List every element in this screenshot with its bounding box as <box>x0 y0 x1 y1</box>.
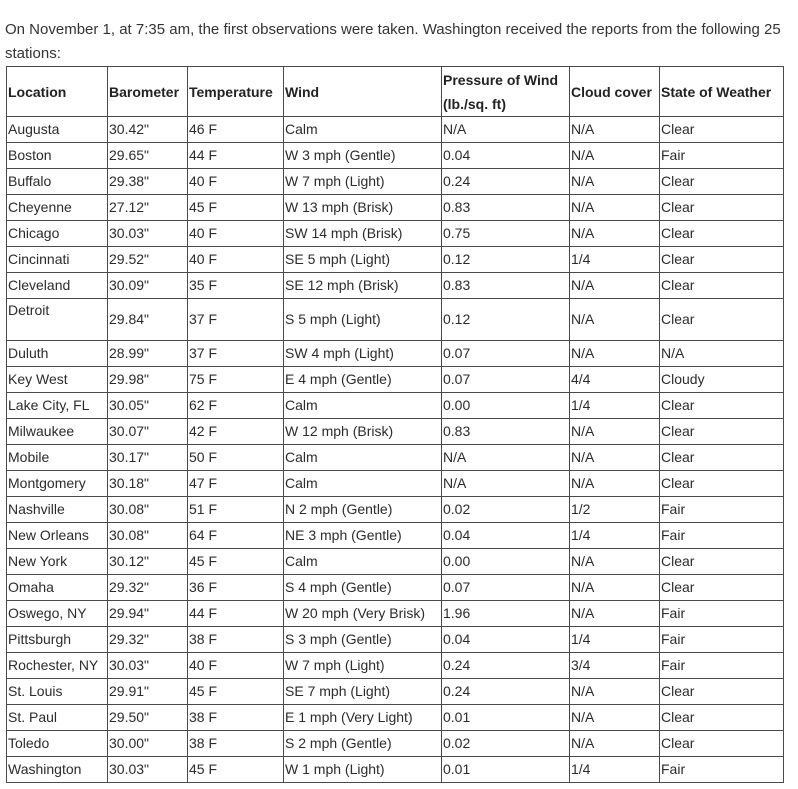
cell-barometer: 29.98" <box>108 367 188 393</box>
cell-pressure: 0.00 <box>442 393 570 419</box>
cell-barometer: 30.08" <box>108 497 188 523</box>
table-row <box>7 367 784 393</box>
cell-barometer: 29.50" <box>108 705 188 731</box>
cell-pressure: 0.00 <box>442 549 570 575</box>
cell-location: Cincinnati <box>7 247 108 273</box>
cell-barometer: 30.03" <box>108 757 188 783</box>
cell-wind: W 13 mph (Brisk) <box>284 195 442 221</box>
cell-temperature: 47 F <box>188 471 284 497</box>
cell-state-of-weather: Clear <box>660 273 784 299</box>
cell-temperature: 46 F <box>188 117 284 143</box>
cell-cloud-cover: N/A <box>570 575 660 601</box>
cell-wind: W 1 mph (Light) <box>284 757 442 783</box>
cell-wind: N 2 mph (Gentle) <box>284 497 442 523</box>
table-row <box>7 523 784 549</box>
cell-wind: S 2 mph (Gentle) <box>284 731 442 757</box>
cell-pressure: 0.12 <box>442 299 570 341</box>
cell-wind: SW 4 mph (Light) <box>284 341 442 367</box>
cell-pressure: 0.01 <box>442 705 570 731</box>
cell-barometer: 29.52" <box>108 247 188 273</box>
cell-temperature: 62 F <box>188 393 284 419</box>
cell-temperature: 38 F <box>188 731 284 757</box>
cell-cloud-cover: N/A <box>570 221 660 247</box>
cell-cloud-cover: N/A <box>570 445 660 471</box>
cell-location: Buffalo <box>7 169 108 195</box>
header-wind: Wind <box>284 67 442 117</box>
cell-location: Oswego, NY <box>7 601 108 627</box>
table-row <box>7 679 784 705</box>
cell-wind: Calm <box>284 393 442 419</box>
cell-pressure: 0.02 <box>442 731 570 757</box>
cell-pressure: 0.02 <box>442 497 570 523</box>
cell-state-of-weather: Clear <box>660 549 784 575</box>
table-row <box>7 247 784 273</box>
cell-cloud-cover: N/A <box>570 601 660 627</box>
cell-cloud-cover: N/A <box>570 169 660 195</box>
cell-location: St. Paul <box>7 705 108 731</box>
table-row <box>7 419 784 445</box>
cell-temperature: 36 F <box>188 575 284 601</box>
table-row <box>7 653 784 679</box>
cell-cloud-cover: 1/4 <box>570 627 660 653</box>
cell-pressure: N/A <box>442 117 570 143</box>
cell-pressure: 0.07 <box>442 575 570 601</box>
cell-barometer: 29.91" <box>108 679 188 705</box>
cell-barometer: 29.94" <box>108 601 188 627</box>
cell-barometer: 30.00" <box>108 731 188 757</box>
cell-cloud-cover: 1/2 <box>570 497 660 523</box>
cell-temperature: 37 F <box>188 341 284 367</box>
table-row <box>7 627 784 653</box>
cell-cloud-cover: 1/4 <box>570 247 660 273</box>
table-row <box>7 393 784 419</box>
cell-wind: SE 5 mph (Light) <box>284 247 442 273</box>
cell-location: Boston <box>7 143 108 169</box>
cell-cloud-cover: N/A <box>570 117 660 143</box>
cell-temperature: 50 F <box>188 445 284 471</box>
cell-temperature: 45 F <box>188 679 284 705</box>
cell-location: Chicago <box>7 221 108 247</box>
cell-state-of-weather: Clear <box>660 445 784 471</box>
cell-state-of-weather: Clear <box>660 393 784 419</box>
cell-barometer: 27.12" <box>108 195 188 221</box>
cell-wind: W 7 mph (Light) <box>284 653 442 679</box>
header-state-of-weather: State of Weather <box>660 67 784 117</box>
cell-pressure: 0.07 <box>442 341 570 367</box>
cell-location: Milwaukee <box>7 419 108 445</box>
cell-barometer: 30.17" <box>108 445 188 471</box>
cell-pressure: 1.96 <box>442 601 570 627</box>
cell-pressure: 0.04 <box>442 523 570 549</box>
cell-location: Mobile <box>7 445 108 471</box>
cell-cloud-cover: N/A <box>570 731 660 757</box>
table-row <box>7 757 784 783</box>
cell-wind: W 3 mph (Gentle) <box>284 143 442 169</box>
table-row <box>7 705 784 731</box>
cell-temperature: 45 F <box>188 195 284 221</box>
cell-pressure: N/A <box>442 445 570 471</box>
table-row <box>7 299 784 341</box>
cell-location: Pittsburgh <box>7 627 108 653</box>
cell-cloud-cover: N/A <box>570 195 660 221</box>
cell-location: Augusta <box>7 117 108 143</box>
cell-temperature: 40 F <box>188 247 284 273</box>
cell-temperature: 64 F <box>188 523 284 549</box>
cell-wind: Calm <box>284 549 442 575</box>
intro-paragraph: On November 1, at 7:35 am, the first observations were taken. Washington received the reports from the following 25 stations: <box>5 21 781 62</box>
cell-cloud-cover: N/A <box>570 143 660 169</box>
cell-location: Key West <box>7 367 108 393</box>
cell-barometer: 30.08" <box>108 523 188 549</box>
cell-state-of-weather: Clear <box>660 117 784 143</box>
cell-wind: Calm <box>284 445 442 471</box>
cell-state-of-weather: Cloudy <box>660 367 784 393</box>
table-row <box>7 273 784 299</box>
table-row <box>7 575 784 601</box>
header-pressure-label: Pressure of Wind (lb./sq. ft) <box>443 71 559 112</box>
observations-table <box>6 66 784 783</box>
cell-temperature: 45 F <box>188 549 284 575</box>
table-row <box>7 169 784 195</box>
cell-location: Cleveland <box>7 273 108 299</box>
cell-wind: W 12 mph (Brisk) <box>284 419 442 445</box>
cell-temperature: 35 F <box>188 273 284 299</box>
cell-pressure: 0.83 <box>442 195 570 221</box>
cell-pressure: N/A <box>442 471 570 497</box>
cell-pressure: 0.01 <box>442 757 570 783</box>
table-row <box>7 117 784 143</box>
cell-location: Nashville <box>7 497 108 523</box>
cell-location: Washington <box>7 757 108 783</box>
cell-state-of-weather: Clear <box>660 221 784 247</box>
cell-location: Montgomery <box>7 471 108 497</box>
header-temperature: Temperature <box>188 67 284 117</box>
cell-barometer: 29.84" <box>108 299 188 341</box>
cell-barometer: 29.32" <box>108 575 188 601</box>
cell-barometer: 30.03" <box>108 221 188 247</box>
cell-location: Omaha <box>7 575 108 601</box>
cell-temperature: 45 F <box>188 757 284 783</box>
header-location: Location <box>7 67 108 117</box>
cell-state-of-weather: Clear <box>660 247 784 273</box>
cell-wind: S 3 mph (Gentle) <box>284 627 442 653</box>
cell-pressure: 0.07 <box>442 367 570 393</box>
table-row <box>7 731 784 757</box>
cell-wind: Calm <box>284 471 442 497</box>
cell-state-of-weather: Fair <box>660 627 784 653</box>
cell-wind: W 7 mph (Light) <box>284 169 442 195</box>
table-header-row <box>7 67 784 117</box>
cell-temperature: 38 F <box>188 627 284 653</box>
table-row <box>7 601 784 627</box>
cell-wind: S 5 mph (Light) <box>284 299 442 341</box>
cell-pressure: 0.83 <box>442 273 570 299</box>
cell-state-of-weather: Clear <box>660 679 784 705</box>
cell-barometer: 28.99" <box>108 341 188 367</box>
observations-table-wrapper <box>6 66 784 783</box>
cell-barometer: 30.42" <box>108 117 188 143</box>
cell-state-of-weather: Clear <box>660 195 784 221</box>
cell-cloud-cover: 1/4 <box>570 757 660 783</box>
cell-cloud-cover: N/A <box>570 273 660 299</box>
cell-state-of-weather: Clear <box>660 169 784 195</box>
cell-pressure: 0.04 <box>442 627 570 653</box>
cell-wind: Calm <box>284 117 442 143</box>
cell-wind: SE 7 mph (Light) <box>284 679 442 705</box>
cell-barometer: 30.03" <box>108 653 188 679</box>
cell-location: Toledo <box>7 731 108 757</box>
cell-temperature: 40 F <box>188 653 284 679</box>
cell-temperature: 38 F <box>188 705 284 731</box>
cell-state-of-weather: Fair <box>660 601 784 627</box>
cell-state-of-weather: Clear <box>660 705 784 731</box>
cell-barometer: 30.07" <box>108 419 188 445</box>
cell-state-of-weather: Fair <box>660 523 784 549</box>
cell-state-of-weather: N/A <box>660 341 784 367</box>
cell-temperature: 75 F <box>188 367 284 393</box>
table-row <box>7 445 784 471</box>
cell-state-of-weather: Fair <box>660 757 784 783</box>
cell-temperature: 44 F <box>188 143 284 169</box>
cell-cloud-cover: N/A <box>570 341 660 367</box>
cell-cloud-cover: N/A <box>570 471 660 497</box>
cell-wind: E 4 mph (Gentle) <box>284 367 442 393</box>
cell-pressure: 0.04 <box>442 143 570 169</box>
cell-wind: SE 12 mph (Brisk) <box>284 273 442 299</box>
cell-pressure: 0.75 <box>442 221 570 247</box>
cell-location: Rochester, NY <box>7 653 108 679</box>
cell-barometer: 30.12" <box>108 549 188 575</box>
cell-barometer: 29.32" <box>108 627 188 653</box>
cell-location: St. Louis <box>7 679 108 705</box>
cell-cloud-cover: 3/4 <box>570 653 660 679</box>
cell-cloud-cover: N/A <box>570 705 660 731</box>
cell-temperature: 44 F <box>188 601 284 627</box>
cell-state-of-weather: Fair <box>660 143 784 169</box>
table-row <box>7 143 784 169</box>
cell-temperature: 40 F <box>188 221 284 247</box>
cell-pressure: 0.24 <box>442 169 570 195</box>
cell-pressure: 0.24 <box>442 653 570 679</box>
table-row <box>7 221 784 247</box>
table-row <box>7 341 784 367</box>
cell-temperature: 42 F <box>188 419 284 445</box>
cell-cloud-cover: 1/4 <box>570 393 660 419</box>
cell-state-of-weather: Fair <box>660 497 784 523</box>
table-row <box>7 497 784 523</box>
cell-state-of-weather: Clear <box>660 731 784 757</box>
cell-barometer: 30.09" <box>108 273 188 299</box>
header-barometer: Barometer <box>108 67 188 117</box>
cell-barometer: 29.38" <box>108 169 188 195</box>
cell-cloud-cover: 1/4 <box>570 523 660 549</box>
cell-wind: S 4 mph (Gentle) <box>284 575 442 601</box>
header-cloud-cover: Cloud cover <box>570 67 660 117</box>
cell-temperature: 51 F <box>188 497 284 523</box>
cell-barometer: 30.18" <box>108 471 188 497</box>
cell-pressure: 0.83 <box>442 419 570 445</box>
table-row <box>7 195 784 221</box>
cell-location: New York <box>7 549 108 575</box>
table-row <box>7 471 784 497</box>
cell-location: Detroit <box>7 299 108 341</box>
cell-temperature: 37 F <box>188 299 284 341</box>
cell-barometer: 30.05" <box>108 393 188 419</box>
cell-cloud-cover: N/A <box>570 419 660 445</box>
cell-location: Lake City, FL <box>7 393 108 419</box>
cell-location: Cheyenne <box>7 195 108 221</box>
table-row <box>7 549 784 575</box>
cell-wind: NE 3 mph (Gentle) <box>284 523 442 549</box>
table-body <box>7 117 784 783</box>
cell-state-of-weather: Clear <box>660 575 784 601</box>
cell-state-of-weather: Fair <box>660 653 784 679</box>
cell-wind: E 1 mph (Very Light) <box>284 705 442 731</box>
cell-state-of-weather: Clear <box>660 299 784 341</box>
cell-cloud-cover: N/A <box>570 299 660 341</box>
cell-wind: SW 14 mph (Brisk) <box>284 221 442 247</box>
cell-wind: W 20 mph (Very Brisk) <box>284 601 442 627</box>
cell-cloud-cover: N/A <box>570 679 660 705</box>
cell-barometer: 29.65" <box>108 143 188 169</box>
cell-cloud-cover: N/A <box>570 549 660 575</box>
cell-location: Duluth <box>7 341 108 367</box>
cell-state-of-weather: Clear <box>660 419 784 445</box>
header-pressure <box>442 67 570 117</box>
cell-pressure: 0.24 <box>442 679 570 705</box>
cell-temperature: 40 F <box>188 169 284 195</box>
cell-location: New Orleans <box>7 523 108 549</box>
cell-pressure: 0.12 <box>442 247 570 273</box>
cell-state-of-weather: Clear <box>660 471 784 497</box>
cell-cloud-cover: 4/4 <box>570 367 660 393</box>
